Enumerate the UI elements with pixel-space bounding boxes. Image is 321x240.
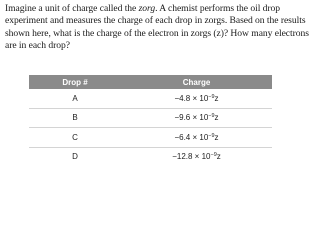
charge-value (121, 147, 272, 166)
charge-exponent: −9 (208, 132, 215, 139)
charge-exponent: −9 (210, 152, 217, 159)
charge-exponent: −9 (208, 113, 215, 120)
charge-value (121, 108, 272, 128)
drop-label: C (29, 128, 121, 148)
charge-value (121, 89, 272, 108)
charge-unit: z (214, 93, 219, 103)
header-drop-number: Drop # (29, 75, 121, 89)
table-row (29, 147, 272, 166)
table-row (29, 89, 272, 108)
zorg-term: zorg (138, 3, 156, 14)
question-body: . A chemist performs the oil drop experiment and measures the charge of each drop in zorgs. Based on the results shown here, what is the charge of the electron in zorgs (z)? How many electrons are in each drop? (5, 3, 309, 52)
charge-unit: z (216, 152, 221, 162)
table-row (29, 128, 272, 148)
charge-unit: z (214, 113, 219, 123)
charge-exponent: −9 (208, 93, 215, 100)
charge-mantissa: −6.4 × 10 (174, 132, 209, 142)
drop-label: A (29, 89, 121, 108)
drop-label: B (29, 108, 121, 128)
charge-table (29, 75, 272, 166)
table-row (29, 108, 272, 128)
question-intro: Imagine a unit of charge called the (5, 3, 139, 14)
question-text (5, 3, 317, 53)
header-charge: Charge (121, 75, 272, 89)
charge-mantissa: −4.8 × 10 (174, 93, 209, 103)
charge-value (121, 128, 272, 148)
table-header-row (29, 75, 272, 89)
charge-mantissa: −9.6 × 10 (174, 113, 209, 123)
charge-mantissa: −12.8 × 10 (172, 152, 211, 162)
charge-unit: z (214, 132, 219, 142)
drop-label: D (72, 152, 78, 162)
